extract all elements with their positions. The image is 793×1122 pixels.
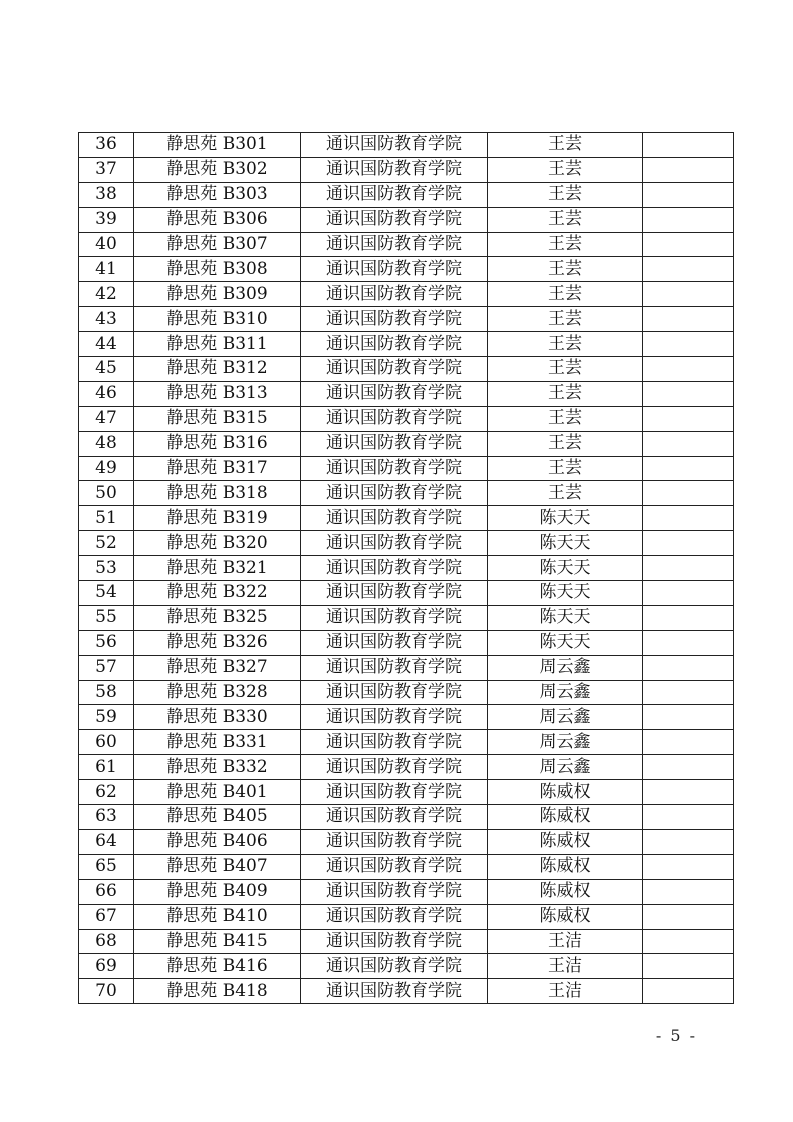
college-cell: 通识国防教育学院 bbox=[301, 655, 488, 680]
row-number-cell: 41 bbox=[79, 257, 134, 282]
room-cell: 静思苑 B303 bbox=[134, 182, 301, 207]
row-number-cell: 48 bbox=[79, 431, 134, 456]
person-cell: 王洁 bbox=[488, 979, 643, 1004]
remarks-cell bbox=[643, 307, 734, 332]
remarks-cell bbox=[643, 157, 734, 182]
room-cell: 静思苑 B307 bbox=[134, 232, 301, 257]
remarks-cell bbox=[643, 431, 734, 456]
table-row bbox=[79, 730, 734, 755]
person-cell: 王芸 bbox=[488, 381, 643, 406]
college-cell: 通识国防教育学院 bbox=[301, 854, 488, 879]
row-number-cell: 49 bbox=[79, 456, 134, 481]
table-body bbox=[79, 133, 734, 1004]
room-cell: 静思苑 B326 bbox=[134, 630, 301, 655]
table-row bbox=[79, 556, 734, 581]
room-cell: 静思苑 B320 bbox=[134, 531, 301, 556]
room-cell: 静思苑 B310 bbox=[134, 307, 301, 332]
room-cell: 静思苑 B407 bbox=[134, 854, 301, 879]
remarks-cell bbox=[643, 929, 734, 954]
row-number-cell: 66 bbox=[79, 879, 134, 904]
person-cell: 王芸 bbox=[488, 431, 643, 456]
row-number-cell: 36 bbox=[79, 133, 134, 158]
remarks-cell bbox=[643, 133, 734, 158]
row-number-cell: 51 bbox=[79, 506, 134, 531]
remarks-cell bbox=[643, 630, 734, 655]
remarks-cell bbox=[643, 829, 734, 854]
person-cell: 陈天天 bbox=[488, 630, 643, 655]
person-cell: 陈威权 bbox=[488, 854, 643, 879]
row-number-cell: 52 bbox=[79, 531, 134, 556]
row-number-cell: 69 bbox=[79, 954, 134, 979]
remarks-cell bbox=[643, 979, 734, 1004]
college-cell: 通识国防教育学院 bbox=[301, 805, 488, 830]
remarks-cell bbox=[643, 730, 734, 755]
room-cell: 静思苑 B405 bbox=[134, 805, 301, 830]
room-cell: 静思苑 B410 bbox=[134, 904, 301, 929]
college-cell: 通识国防教育学院 bbox=[301, 257, 488, 282]
college-cell: 通识国防教育学院 bbox=[301, 207, 488, 232]
college-cell: 通识国防教育学院 bbox=[301, 232, 488, 257]
row-number-cell: 47 bbox=[79, 406, 134, 431]
room-cell: 静思苑 B418 bbox=[134, 979, 301, 1004]
remarks-cell bbox=[643, 232, 734, 257]
person-cell: 王芸 bbox=[488, 481, 643, 506]
room-cell: 静思苑 B331 bbox=[134, 730, 301, 755]
person-cell: 王芸 bbox=[488, 282, 643, 307]
remarks-cell bbox=[643, 481, 734, 506]
person-cell: 周云鑫 bbox=[488, 680, 643, 705]
room-cell: 静思苑 B315 bbox=[134, 406, 301, 431]
row-number-cell: 46 bbox=[79, 381, 134, 406]
person-cell: 王芸 bbox=[488, 332, 643, 357]
table-row bbox=[79, 207, 734, 232]
row-number-cell: 38 bbox=[79, 182, 134, 207]
row-number-cell: 63 bbox=[79, 805, 134, 830]
room-cell: 静思苑 B308 bbox=[134, 257, 301, 282]
row-number-cell: 59 bbox=[79, 705, 134, 730]
college-cell: 通识国防教育学院 bbox=[301, 406, 488, 431]
remarks-cell bbox=[643, 282, 734, 307]
row-number-cell: 55 bbox=[79, 605, 134, 630]
row-number-cell: 60 bbox=[79, 730, 134, 755]
college-cell: 通识国防教育学院 bbox=[301, 780, 488, 805]
room-cell: 静思苑 B327 bbox=[134, 655, 301, 680]
room-cell: 静思苑 B312 bbox=[134, 357, 301, 382]
table-row bbox=[79, 879, 734, 904]
college-cell: 通识国防教育学院 bbox=[301, 381, 488, 406]
person-cell: 陈天天 bbox=[488, 605, 643, 630]
college-cell: 通识国防教育学院 bbox=[301, 755, 488, 780]
table-row bbox=[79, 680, 734, 705]
row-number-cell: 57 bbox=[79, 655, 134, 680]
college-cell: 通识国防教育学院 bbox=[301, 929, 488, 954]
row-number-cell: 62 bbox=[79, 780, 134, 805]
remarks-cell bbox=[643, 556, 734, 581]
college-cell: 通识国防教育学院 bbox=[301, 157, 488, 182]
table-row bbox=[79, 232, 734, 257]
person-cell: 周云鑫 bbox=[488, 755, 643, 780]
person-cell: 王芸 bbox=[488, 157, 643, 182]
remarks-cell bbox=[643, 406, 734, 431]
row-number-cell: 43 bbox=[79, 307, 134, 332]
table-row bbox=[79, 854, 734, 879]
table-row bbox=[79, 630, 734, 655]
row-number-cell: 65 bbox=[79, 854, 134, 879]
remarks-cell bbox=[643, 605, 734, 630]
remarks-cell bbox=[643, 357, 734, 382]
room-cell: 静思苑 B313 bbox=[134, 381, 301, 406]
room-cell: 静思苑 B301 bbox=[134, 133, 301, 158]
table-row bbox=[79, 755, 734, 780]
person-cell: 周云鑫 bbox=[488, 705, 643, 730]
remarks-cell bbox=[643, 506, 734, 531]
college-cell: 通识国防教育学院 bbox=[301, 680, 488, 705]
table-row bbox=[79, 357, 734, 382]
page-number: - 5 - bbox=[655, 1026, 697, 1045]
college-cell: 通识国防教育学院 bbox=[301, 506, 488, 531]
remarks-cell bbox=[643, 456, 734, 481]
person-cell: 周云鑫 bbox=[488, 730, 643, 755]
college-cell: 通识国防教育学院 bbox=[301, 705, 488, 730]
row-number-cell: 61 bbox=[79, 755, 134, 780]
table-row bbox=[79, 381, 734, 406]
room-cell: 静思苑 B332 bbox=[134, 755, 301, 780]
college-cell: 通识国防教育学院 bbox=[301, 979, 488, 1004]
remarks-cell bbox=[643, 854, 734, 879]
person-cell: 陈威权 bbox=[488, 829, 643, 854]
room-cell: 静思苑 B325 bbox=[134, 605, 301, 630]
table-row bbox=[79, 506, 734, 531]
room-cell: 静思苑 B309 bbox=[134, 282, 301, 307]
room-cell: 静思苑 B322 bbox=[134, 581, 301, 606]
row-number-cell: 56 bbox=[79, 630, 134, 655]
table-row bbox=[79, 332, 734, 357]
college-cell: 通识国防教育学院 bbox=[301, 581, 488, 606]
college-cell: 通识国防教育学院 bbox=[301, 879, 488, 904]
row-number-cell: 67 bbox=[79, 904, 134, 929]
person-cell: 王芸 bbox=[488, 456, 643, 481]
college-cell: 通识国防教育学院 bbox=[301, 182, 488, 207]
row-number-cell: 37 bbox=[79, 157, 134, 182]
remarks-cell bbox=[643, 182, 734, 207]
person-cell: 陈天天 bbox=[488, 581, 643, 606]
room-cell: 静思苑 B409 bbox=[134, 879, 301, 904]
table-row bbox=[79, 979, 734, 1004]
college-cell: 通识国防教育学院 bbox=[301, 556, 488, 581]
remarks-cell bbox=[643, 705, 734, 730]
college-cell: 通识国防教育学院 bbox=[301, 904, 488, 929]
table-row bbox=[79, 929, 734, 954]
table-row bbox=[79, 481, 734, 506]
remarks-cell bbox=[643, 904, 734, 929]
table-row bbox=[79, 282, 734, 307]
table-row bbox=[79, 805, 734, 830]
room-cell: 静思苑 B401 bbox=[134, 780, 301, 805]
row-number-cell: 39 bbox=[79, 207, 134, 232]
college-cell: 通识国防教育学院 bbox=[301, 481, 488, 506]
row-number-cell: 40 bbox=[79, 232, 134, 257]
row-number-cell: 50 bbox=[79, 481, 134, 506]
table-row bbox=[79, 133, 734, 158]
person-cell: 周云鑫 bbox=[488, 655, 643, 680]
college-cell: 通识国防教育学院 bbox=[301, 431, 488, 456]
room-cell: 静思苑 B321 bbox=[134, 556, 301, 581]
remarks-cell bbox=[643, 954, 734, 979]
remarks-cell bbox=[643, 879, 734, 904]
row-number-cell: 68 bbox=[79, 929, 134, 954]
person-cell: 陈威权 bbox=[488, 780, 643, 805]
table-row bbox=[79, 307, 734, 332]
room-cell: 静思苑 B317 bbox=[134, 456, 301, 481]
person-cell: 王洁 bbox=[488, 929, 643, 954]
person-cell: 王芸 bbox=[488, 307, 643, 332]
person-cell: 陈天天 bbox=[488, 556, 643, 581]
person-cell: 王洁 bbox=[488, 954, 643, 979]
college-cell: 通识国防教育学院 bbox=[301, 456, 488, 481]
row-number-cell: 64 bbox=[79, 829, 134, 854]
table-row bbox=[79, 780, 734, 805]
dormitory-assignment-table bbox=[78, 132, 734, 1004]
remarks-cell bbox=[643, 780, 734, 805]
row-number-cell: 70 bbox=[79, 979, 134, 1004]
remarks-cell bbox=[643, 332, 734, 357]
table-row bbox=[79, 705, 734, 730]
row-number-cell: 53 bbox=[79, 556, 134, 581]
person-cell: 王芸 bbox=[488, 133, 643, 158]
table-row bbox=[79, 829, 734, 854]
person-cell: 王芸 bbox=[488, 207, 643, 232]
college-cell: 通识国防教育学院 bbox=[301, 357, 488, 382]
person-cell: 陈威权 bbox=[488, 904, 643, 929]
person-cell: 王芸 bbox=[488, 406, 643, 431]
college-cell: 通识国防教育学院 bbox=[301, 605, 488, 630]
remarks-cell bbox=[643, 207, 734, 232]
college-cell: 通识国防教育学院 bbox=[301, 730, 488, 755]
table-row bbox=[79, 581, 734, 606]
college-cell: 通识国防教育学院 bbox=[301, 954, 488, 979]
table-row bbox=[79, 655, 734, 680]
row-number-cell: 45 bbox=[79, 357, 134, 382]
room-cell: 静思苑 B319 bbox=[134, 506, 301, 531]
room-cell: 静思苑 B416 bbox=[134, 954, 301, 979]
remarks-cell bbox=[643, 755, 734, 780]
room-cell: 静思苑 B328 bbox=[134, 680, 301, 705]
college-cell: 通识国防教育学院 bbox=[301, 332, 488, 357]
room-cell: 静思苑 B415 bbox=[134, 929, 301, 954]
room-cell: 静思苑 B318 bbox=[134, 481, 301, 506]
remarks-cell bbox=[643, 257, 734, 282]
remarks-cell bbox=[643, 581, 734, 606]
table-row bbox=[79, 605, 734, 630]
college-cell: 通识国防教育学院 bbox=[301, 133, 488, 158]
college-cell: 通识国防教育学院 bbox=[301, 630, 488, 655]
table-row bbox=[79, 531, 734, 556]
room-cell: 静思苑 B406 bbox=[134, 829, 301, 854]
table-row bbox=[79, 157, 734, 182]
room-cell: 静思苑 B311 bbox=[134, 332, 301, 357]
table-row bbox=[79, 904, 734, 929]
row-number-cell: 44 bbox=[79, 332, 134, 357]
table-row bbox=[79, 954, 734, 979]
person-cell: 王芸 bbox=[488, 232, 643, 257]
college-cell: 通识国防教育学院 bbox=[301, 531, 488, 556]
room-cell: 静思苑 B302 bbox=[134, 157, 301, 182]
row-number-cell: 54 bbox=[79, 581, 134, 606]
college-cell: 通识国防教育学院 bbox=[301, 829, 488, 854]
row-number-cell: 42 bbox=[79, 282, 134, 307]
person-cell: 陈威权 bbox=[488, 879, 643, 904]
remarks-cell bbox=[643, 381, 734, 406]
person-cell: 王芸 bbox=[488, 357, 643, 382]
table-row bbox=[79, 257, 734, 282]
table-row bbox=[79, 431, 734, 456]
remarks-cell bbox=[643, 805, 734, 830]
remarks-cell bbox=[643, 531, 734, 556]
room-cell: 静思苑 B330 bbox=[134, 705, 301, 730]
college-cell: 通识国防教育学院 bbox=[301, 282, 488, 307]
table-row bbox=[79, 406, 734, 431]
room-cell: 静思苑 B316 bbox=[134, 431, 301, 456]
person-cell: 陈天天 bbox=[488, 506, 643, 531]
row-number-cell: 58 bbox=[79, 680, 134, 705]
person-cell: 陈威权 bbox=[488, 805, 643, 830]
person-cell: 王芸 bbox=[488, 257, 643, 282]
person-cell: 陈天天 bbox=[488, 531, 643, 556]
table-row bbox=[79, 182, 734, 207]
person-cell: 王芸 bbox=[488, 182, 643, 207]
remarks-cell bbox=[643, 680, 734, 705]
room-cell: 静思苑 B306 bbox=[134, 207, 301, 232]
remarks-cell bbox=[643, 655, 734, 680]
college-cell: 通识国防教育学院 bbox=[301, 307, 488, 332]
table-row bbox=[79, 456, 734, 481]
